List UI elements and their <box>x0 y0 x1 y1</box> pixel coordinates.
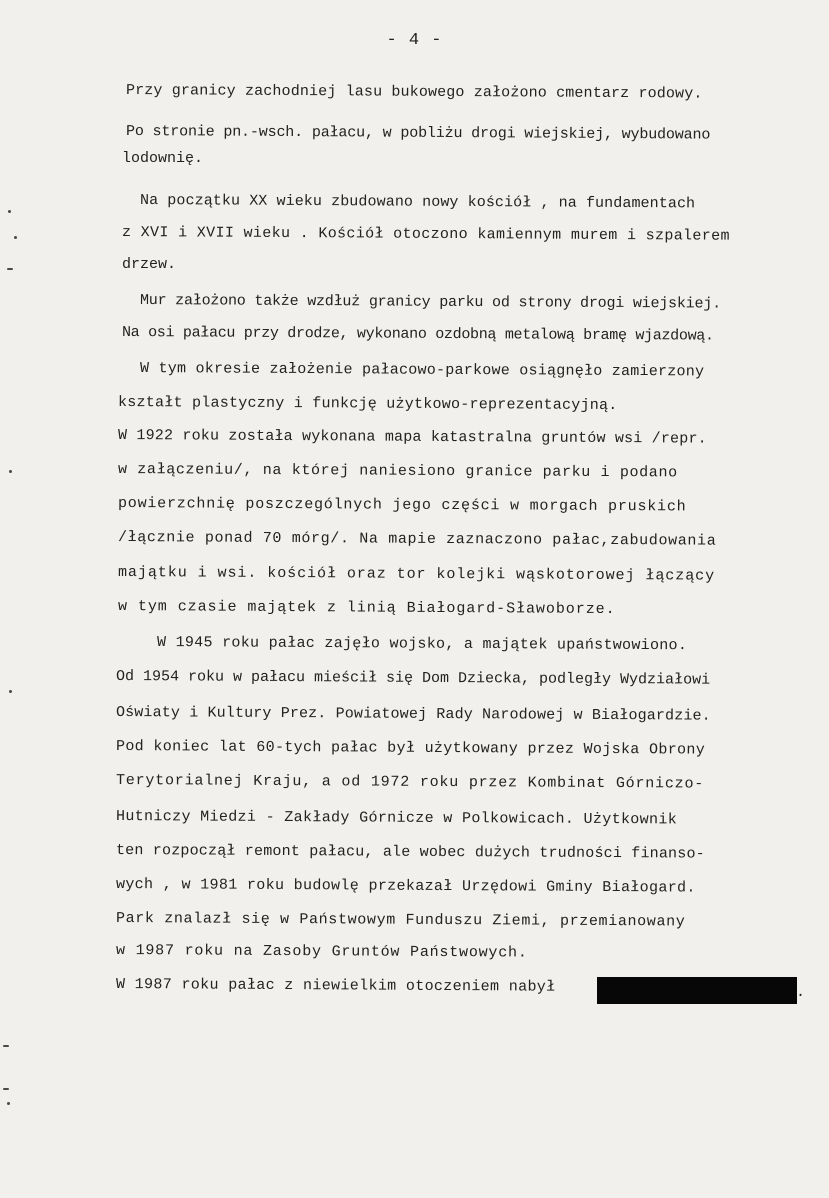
text-line-24: wych , w 1981 roku budowlę przekazał Urzędowi Gminy Białogard. <box>115 876 696 897</box>
text-line-14: /łącznie ponad 70 mórg/. Na mapie zaznaczono pałac,zabudowania <box>117 529 717 550</box>
text-line-18: Od 1954 roku w pałacu mieścił się Dom Dziecka, podległy Wydziałowi <box>115 668 711 689</box>
text-line-15: majątku i wsi. kościół oraz tor kolejki wąskotorowej łączący <box>117 564 716 585</box>
text-line-13: powierzchnię poszczególnych jego części w morgach pruskich <box>117 495 687 516</box>
text-line-21: Terytorialnej Kraju, a od 1972 roku przez Kombinat Górniczo- <box>115 772 705 793</box>
text-line-6: drzew. <box>122 256 177 273</box>
margin-mark <box>7 268 13 270</box>
page-number: - 4 - <box>386 31 443 50</box>
text-line-1: Przy granicy zachodniej lasu bukowego założono cmentarz rodowy. <box>125 82 703 103</box>
margin-mark <box>14 236 17 239</box>
margin-mark <box>9 690 12 693</box>
text-line-5: z XVI i XVII wieku . Kościół otoczono kamiennym murem i szpalerem <box>121 224 730 245</box>
text-line-11: W 1922 roku została wykonana mapa katastralna gruntów wsi /repr. <box>117 427 707 448</box>
margin-mark <box>3 1088 9 1090</box>
margin-mark <box>7 1102 10 1105</box>
text-line-10: kształt plastyczny i funkcję użytkowo-reprezentacyjną. <box>117 394 618 415</box>
text-line-17: W 1945 roku pałac zajęło wojsko, a majątek upaństwowiono. <box>156 634 688 655</box>
text-line-12: w załączeniu/, na której naniesiono granice parku i podano <box>117 461 678 482</box>
margin-mark <box>9 470 12 473</box>
text-line-27: W 1987 roku pałac z niewielkim otoczeniem nabył <box>115 976 556 996</box>
text-line-20: Pod koniec lat 60-tych pałac był użytkowany przez Wojska Obrony <box>115 738 706 759</box>
text-line-23: ten rozpoczął remont pałacu, ale wobec dużych trudności finanso- <box>115 842 705 863</box>
final-period: . <box>796 984 806 1001</box>
text-line-25: Park znalazł się w Państwowym Funduszu Ziemi, przemianowany <box>115 910 686 931</box>
margin-mark <box>3 1045 9 1047</box>
text-line-7: Mur założono także wzdłuż granicy parku od strony drogi wiejskiej. <box>139 292 721 313</box>
text-line-16: w tym czasie majątek z linią Białogard-Sławoborze. <box>117 598 616 619</box>
redaction-block <box>597 977 797 1004</box>
margin-mark <box>8 210 11 213</box>
text-line-9: W tym okresie założenie pałacowo-parkowe osiągnęło zamierzony <box>139 360 705 381</box>
text-line-19: Oświaty i Kultury Prez. Powiatowej Rady Narodowej w Białogardzie. <box>115 704 711 725</box>
text-line-4: Na początku XX wieku zbudowano nowy kościół , na fundamentach <box>139 192 696 213</box>
text-line-3: lodownię. <box>122 150 204 167</box>
text-line-2: Po stronie pn.-wsch. pałacu, w pobliżu drogi wiejskiej, wybudowano <box>125 123 711 144</box>
text-line-22: Hutniczy Miedzi - Zakłady Górnicze w Polkowicach. Użytkownik <box>115 808 678 829</box>
text-line-8: Na osi pałacu przy drodze, wykonano ozdobną metalową bramę wjazdową. <box>121 324 714 345</box>
text-line-26: w 1987 roku na Zasoby Gruntów Państwowych. <box>115 942 528 962</box>
